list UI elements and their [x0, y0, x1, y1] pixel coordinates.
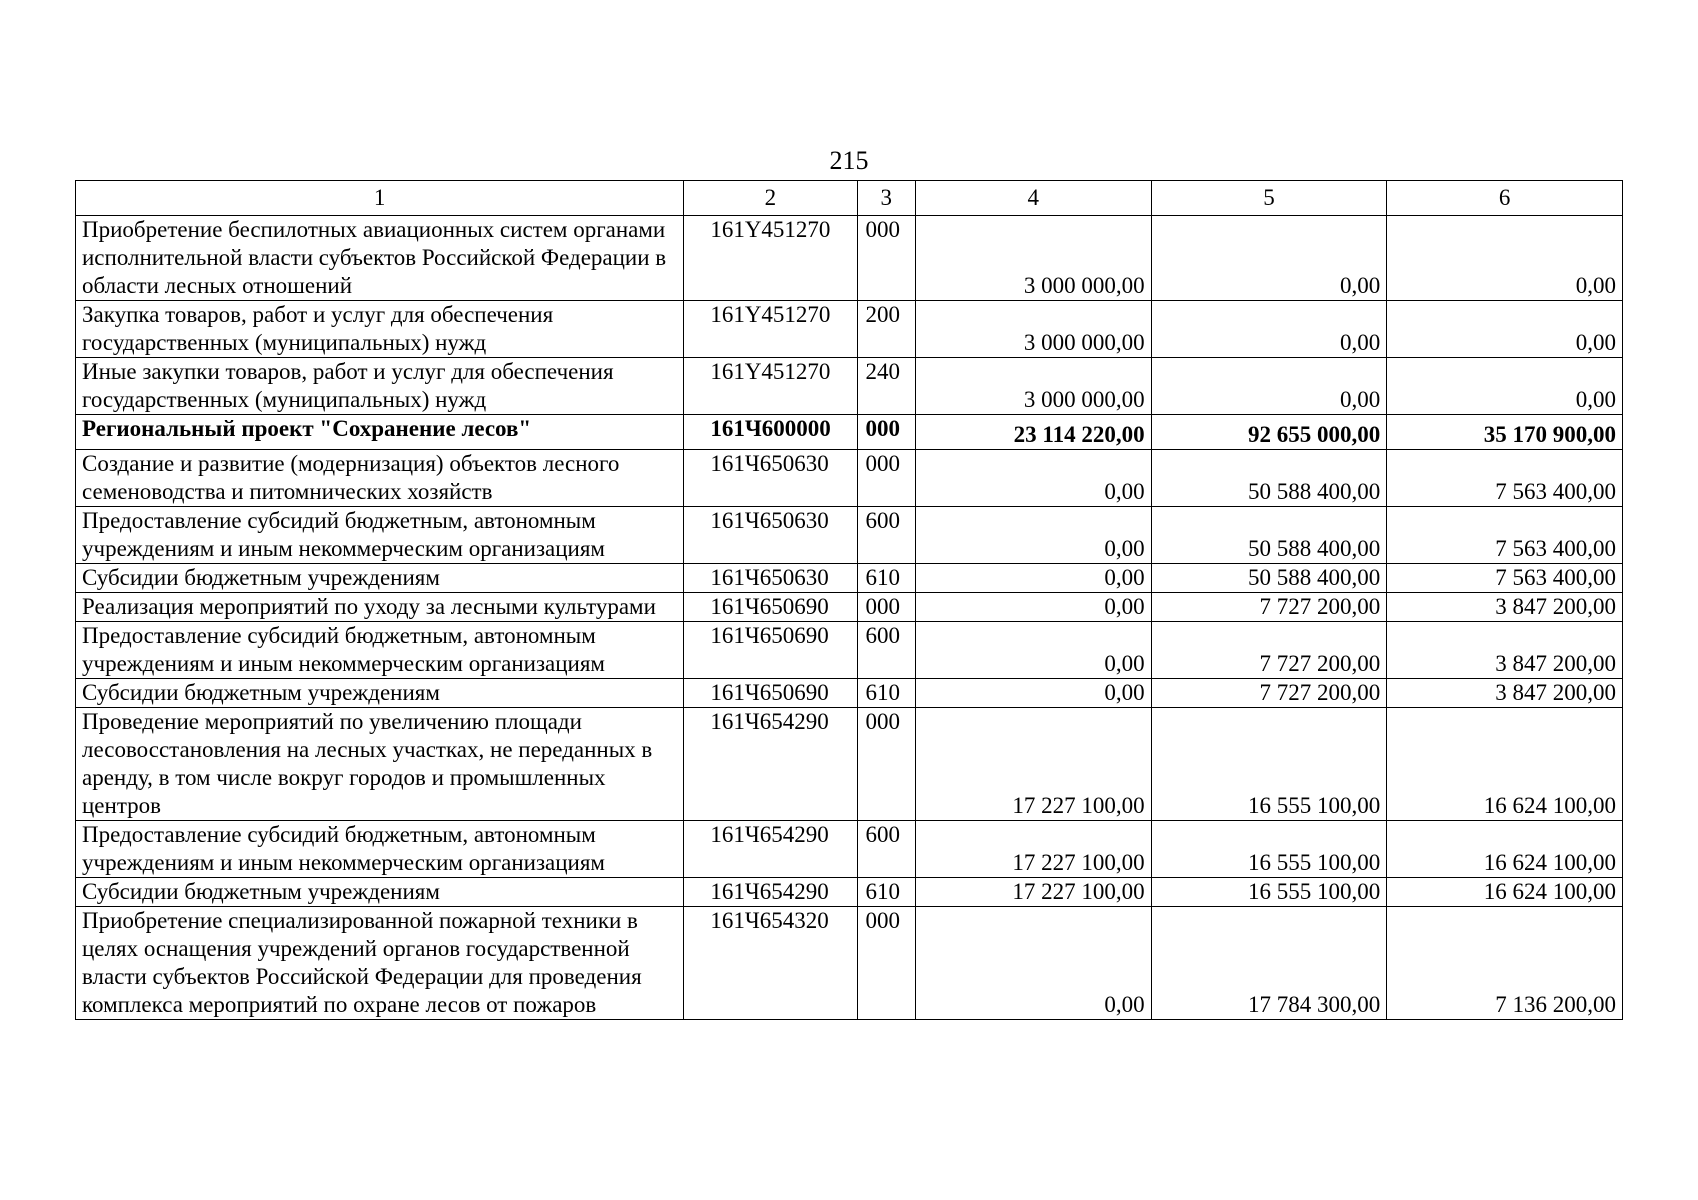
header-col-5: 5: [1151, 181, 1387, 216]
row-value-col4-cell: 0,00: [915, 622, 1151, 679]
row-code-cell: 161Y451270: [684, 216, 857, 301]
row-code-cell: 161Ч600000: [684, 415, 857, 450]
budget-table: [75, 180, 1623, 1020]
row-name-cell: Проведение мероприятий по увеличению площади лесовосстановления на лесных участках, не переданных в аренду, в том числе вокруг городов и промышленных центров: [76, 708, 684, 821]
row-value-col6-cell: 3 847 200,00: [1387, 679, 1623, 708]
row-type-cell: 600: [857, 507, 915, 564]
table-row: [76, 593, 1623, 622]
row-value-col4-cell: 23 114 220,00: [915, 415, 1151, 450]
row-value-col5-cell: 0,00: [1151, 358, 1387, 415]
table-row: [76, 708, 1623, 821]
row-code-cell: 161Ч654290: [684, 821, 857, 878]
table-row: [76, 679, 1623, 708]
page-number: 215: [829, 146, 869, 175]
row-type-cell: 200: [857, 301, 915, 358]
row-value-col5-cell: 7 727 200,00: [1151, 622, 1387, 679]
row-value-col6-cell: 3 847 200,00: [1387, 622, 1623, 679]
table-row: [76, 507, 1623, 564]
row-code-cell: 161Ч654290: [684, 708, 857, 821]
header-col-2: 2: [684, 181, 857, 216]
row-type-cell: 000: [857, 415, 915, 450]
row-value-col6-cell: 16 624 100,00: [1387, 878, 1623, 907]
row-value-col6-cell: 0,00: [1387, 301, 1623, 358]
row-value-col5-cell: 7 727 200,00: [1151, 679, 1387, 708]
row-value-col6-cell: 0,00: [1387, 216, 1623, 301]
row-name-cell: Субсидии бюджетным учреждениям: [76, 679, 684, 708]
row-value-col5-cell: 50 588 400,00: [1151, 507, 1387, 564]
row-type-cell: 610: [857, 564, 915, 593]
row-value-col4-cell: 17 227 100,00: [915, 821, 1151, 878]
row-code-cell: 161Y451270: [684, 301, 857, 358]
row-value-col6-cell: 7 563 400,00: [1387, 450, 1623, 507]
table-row: [76, 450, 1623, 507]
row-code-cell: 161Ч654290: [684, 878, 857, 907]
row-value-col6-cell: 3 847 200,00: [1387, 593, 1623, 622]
row-value-col6-cell: 7 563 400,00: [1387, 507, 1623, 564]
row-value-col5-cell: 7 727 200,00: [1151, 593, 1387, 622]
row-value-col4-cell: 3 000 000,00: [915, 301, 1151, 358]
row-name-cell: Региональный проект "Сохранение лесов": [76, 415, 684, 450]
row-name-cell: Закупка товаров, работ и услуг для обеспечения государственных (муниципальных) нужд: [76, 301, 684, 358]
row-name-cell: Предоставление субсидий бюджетным, автономным учреждениям и иным некоммерческим организациям: [76, 622, 684, 679]
table-row: [76, 564, 1623, 593]
row-type-cell: 600: [857, 821, 915, 878]
row-value-col6-cell: 16 624 100,00: [1387, 821, 1623, 878]
row-value-col6-cell: 7 136 200,00: [1387, 907, 1623, 1020]
row-value-col5-cell: 16 555 100,00: [1151, 821, 1387, 878]
header-col-3: 3: [857, 181, 915, 216]
table-row: [76, 622, 1623, 679]
row-value-col4-cell: 17 227 100,00: [915, 878, 1151, 907]
row-value-col6-cell: 16 624 100,00: [1387, 708, 1623, 821]
row-name-cell: Реализация мероприятий по уходу за лесными культурами: [76, 593, 684, 622]
row-code-cell: 161Ч654320: [684, 907, 857, 1020]
table-row: [76, 358, 1623, 415]
row-name-cell: Создание и развитие (модернизация) объектов лесного семеноводства и питомнических хозяйств: [76, 450, 684, 507]
header-col-1: 1: [76, 181, 684, 216]
table-row: [76, 216, 1623, 301]
table-row: [76, 878, 1623, 907]
row-value-col5-cell: 92 655 000,00: [1151, 415, 1387, 450]
row-name-cell: Субсидии бюджетным учреждениям: [76, 878, 684, 907]
row-name-cell: Предоставление субсидий бюджетным, автономным учреждениям и иным некоммерческим организациям: [76, 821, 684, 878]
row-type-cell: 000: [857, 216, 915, 301]
row-value-col5-cell: 50 588 400,00: [1151, 564, 1387, 593]
row-value-col6-cell: 0,00: [1387, 358, 1623, 415]
row-value-col5-cell: 17 784 300,00: [1151, 907, 1387, 1020]
table-header-row: [76, 181, 1623, 216]
row-name-cell: Предоставление субсидий бюджетным, автономным учреждениям и иным некоммерческим организациям: [76, 507, 684, 564]
row-value-col4-cell: 0,00: [915, 450, 1151, 507]
row-type-cell: 610: [857, 878, 915, 907]
row-value-col4-cell: 3 000 000,00: [915, 216, 1151, 301]
table-body: [76, 216, 1623, 1020]
row-value-col4-cell: 0,00: [915, 507, 1151, 564]
row-type-cell: 000: [857, 708, 915, 821]
row-code-cell: 161Ч650690: [684, 593, 857, 622]
row-value-col4-cell: 0,00: [915, 564, 1151, 593]
header-col-6: 6: [1387, 181, 1623, 216]
row-code-cell: 161Y451270: [684, 358, 857, 415]
row-value-col4-cell: 0,00: [915, 679, 1151, 708]
row-value-col5-cell: 0,00: [1151, 301, 1387, 358]
row-name-cell: Иные закупки товаров, работ и услуг для обеспечения государственных (муниципальных) нужд: [76, 358, 684, 415]
row-value-col6-cell: 35 170 900,00: [1387, 415, 1623, 450]
row-value-col4-cell: 0,00: [915, 593, 1151, 622]
row-type-cell: 240: [857, 358, 915, 415]
row-code-cell: 161Ч650690: [684, 679, 857, 708]
row-type-cell: 600: [857, 622, 915, 679]
table-row: [76, 907, 1623, 1020]
row-type-cell: 000: [857, 450, 915, 507]
row-name-cell: Приобретение беспилотных авиационных систем органами исполнительной власти субъектов Российской Федерации в области лесных отношений: [76, 216, 684, 301]
row-value-col4-cell: 3 000 000,00: [915, 358, 1151, 415]
table-row: [76, 415, 1623, 450]
table-row: [76, 821, 1623, 878]
row-code-cell: 161Ч650630: [684, 564, 857, 593]
row-type-cell: 610: [857, 679, 915, 708]
row-value-col5-cell: 16 555 100,00: [1151, 708, 1387, 821]
row-code-cell: 161Ч650690: [684, 622, 857, 679]
row-value-col5-cell: 16 555 100,00: [1151, 878, 1387, 907]
row-type-cell: 000: [857, 907, 915, 1020]
row-value-col5-cell: 50 588 400,00: [1151, 450, 1387, 507]
row-value-col5-cell: 0,00: [1151, 216, 1387, 301]
row-code-cell: 161Ч650630: [684, 450, 857, 507]
row-value-col4-cell: 0,00: [915, 907, 1151, 1020]
row-value-col6-cell: 7 563 400,00: [1387, 564, 1623, 593]
row-name-cell: Субсидии бюджетным учреждениям: [76, 564, 684, 593]
row-name-cell: Приобретение специализированной пожарной техники в целях оснащения учреждений органов государственной власти субъектов Российской Федерации для проведения комплекса мероприятий по охране лесов от пожаров: [76, 907, 684, 1020]
table-row: [76, 301, 1623, 358]
row-value-col4-cell: 17 227 100,00: [915, 708, 1151, 821]
row-type-cell: 000: [857, 593, 915, 622]
row-code-cell: 161Ч650630: [684, 507, 857, 564]
header-col-4: 4: [915, 181, 1151, 216]
